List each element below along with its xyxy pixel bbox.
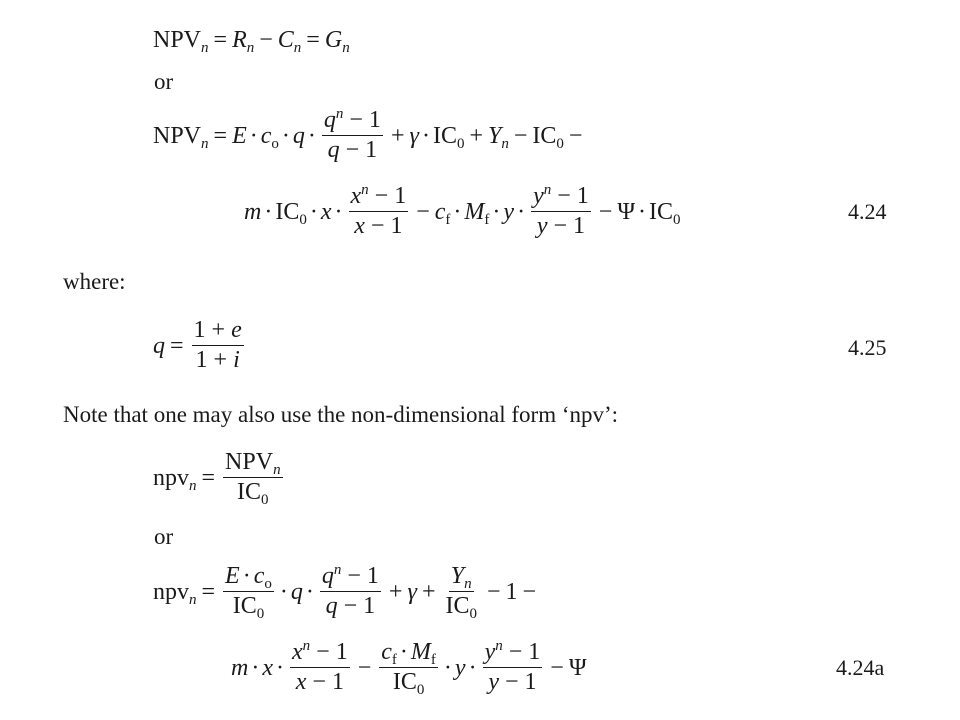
equation-4-24-line-2: m · $IC_0$ · x · $\frac{x^n - 1}{x - 1}$ − $c_f$ · $M_f$ · y · $\frac{y^n - 1}{y - 1}$ − Ψ · $IC_0$	[244, 182, 681, 240]
equation-4-24-line-1: $NPV_n$ = E · $c_o$ · q · $\frac{q^n - 1}{q - 1}$ + γ · $IC_0$ + $Y_n$ − $IC_0$ −	[153, 106, 583, 164]
connector-or-2: or	[154, 524, 174, 549]
equation-4-25: q = $\frac{1 + e}{1 + i}$	[153, 317, 242, 374]
equation-4-24a-line-1: npv$_n$ = $\frac{E \cdot c_o}{IC_0}$ · q · $\frac{q^n - 1}{q - 1}$ + γ + $\frac{Y_n}{IC_0}$ − 1 −	[153, 562, 537, 623]
equation-npv-nondimensional: npv$_n$ = $\frac{NPV_n}{IC_0}$	[153, 449, 281, 509]
equation-npv-definition: $NPV_n$ = $R_n$ − $C_n$ = $G_n$	[153, 27, 350, 56]
equation-number-4-24a: 4.24a	[836, 655, 885, 680]
equation-4-24a-line-2: m · x · $\frac{x^n - 1}{x - 1}$ − $\frac{c_f \cdot M_f}{IC_0}$ · y · $\frac{y^n - 1}{y - 1}$ − Ψ	[231, 638, 587, 699]
connector-or-1: or	[154, 69, 174, 94]
connector-where: where:	[63, 269, 126, 294]
equation-number-4-25: 4.25	[848, 335, 887, 360]
note-paragraph: Note that one may also use the non-dimensional form ‘npv’:	[63, 402, 619, 427]
equation-number-4-24: 4.24	[848, 199, 887, 224]
